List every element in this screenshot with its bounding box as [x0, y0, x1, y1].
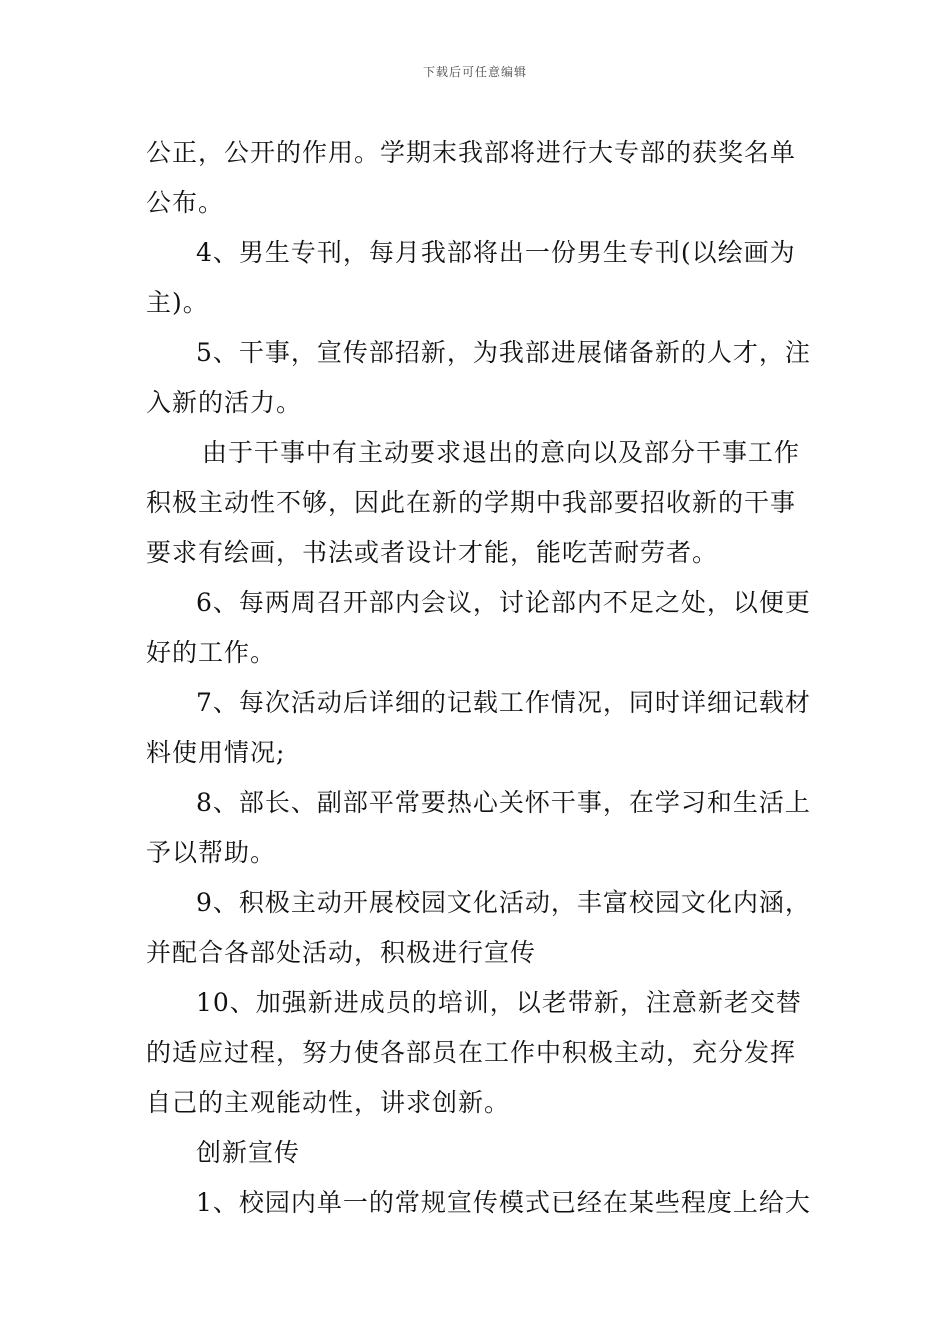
paragraph-3: 5、干事，宣传部招新，为我部进展储备新的人才，注入新的活力。 — [146, 338, 811, 417]
section-heading: 创新宣传 — [196, 1138, 301, 1167]
paragraph-5: 6、每两周召开部内会议，讨论部内不足之处，以便更好的工作。 — [146, 588, 811, 667]
paragraph-1: 公正，公开的作用。学期末我部将进行大专部的获奖名单公布。 — [146, 138, 797, 217]
paragraph-8: 9、积极主动开展校园文化活动，丰富校园文化内涵，并配合各部处活动，积极进行宣传 — [146, 888, 811, 967]
paragraph-2: 4、男生专刊，每月我部将出一份男生专刊(以绘画为主)。 — [146, 238, 796, 317]
page-header-note: 下载后可任意编辑 — [422, 65, 527, 79]
paragraph-9: 10、加强新进成员的培训，以老带新，注意新老交替的适应过程，努力使各部员在工作中积极主动，充分发挥自己的主观能动性，讲求创新。 — [146, 988, 802, 1117]
paragraph-10: 1、校园内单一的常规宣传模式已经在某些程度上给大 — [196, 1188, 811, 1217]
paragraph-4: 由于干事中有主动要求退出的意向以及部分干事工作积极主动性不够，因此在新的学期中我部要招收新的干事要求有绘画，书法或者设计才能，能吃苦耐劳者。 — [146, 438, 801, 567]
document-body — [146, 128, 812, 1228]
paragraph-7: 8、部长、副部平常要热心关怀干事，在学习和生活上予以帮助。 — [146, 788, 811, 867]
paragraph-6: 7、每次活动后详细的记载工作情况，同时详细记载材料使用情况; — [146, 688, 811, 767]
